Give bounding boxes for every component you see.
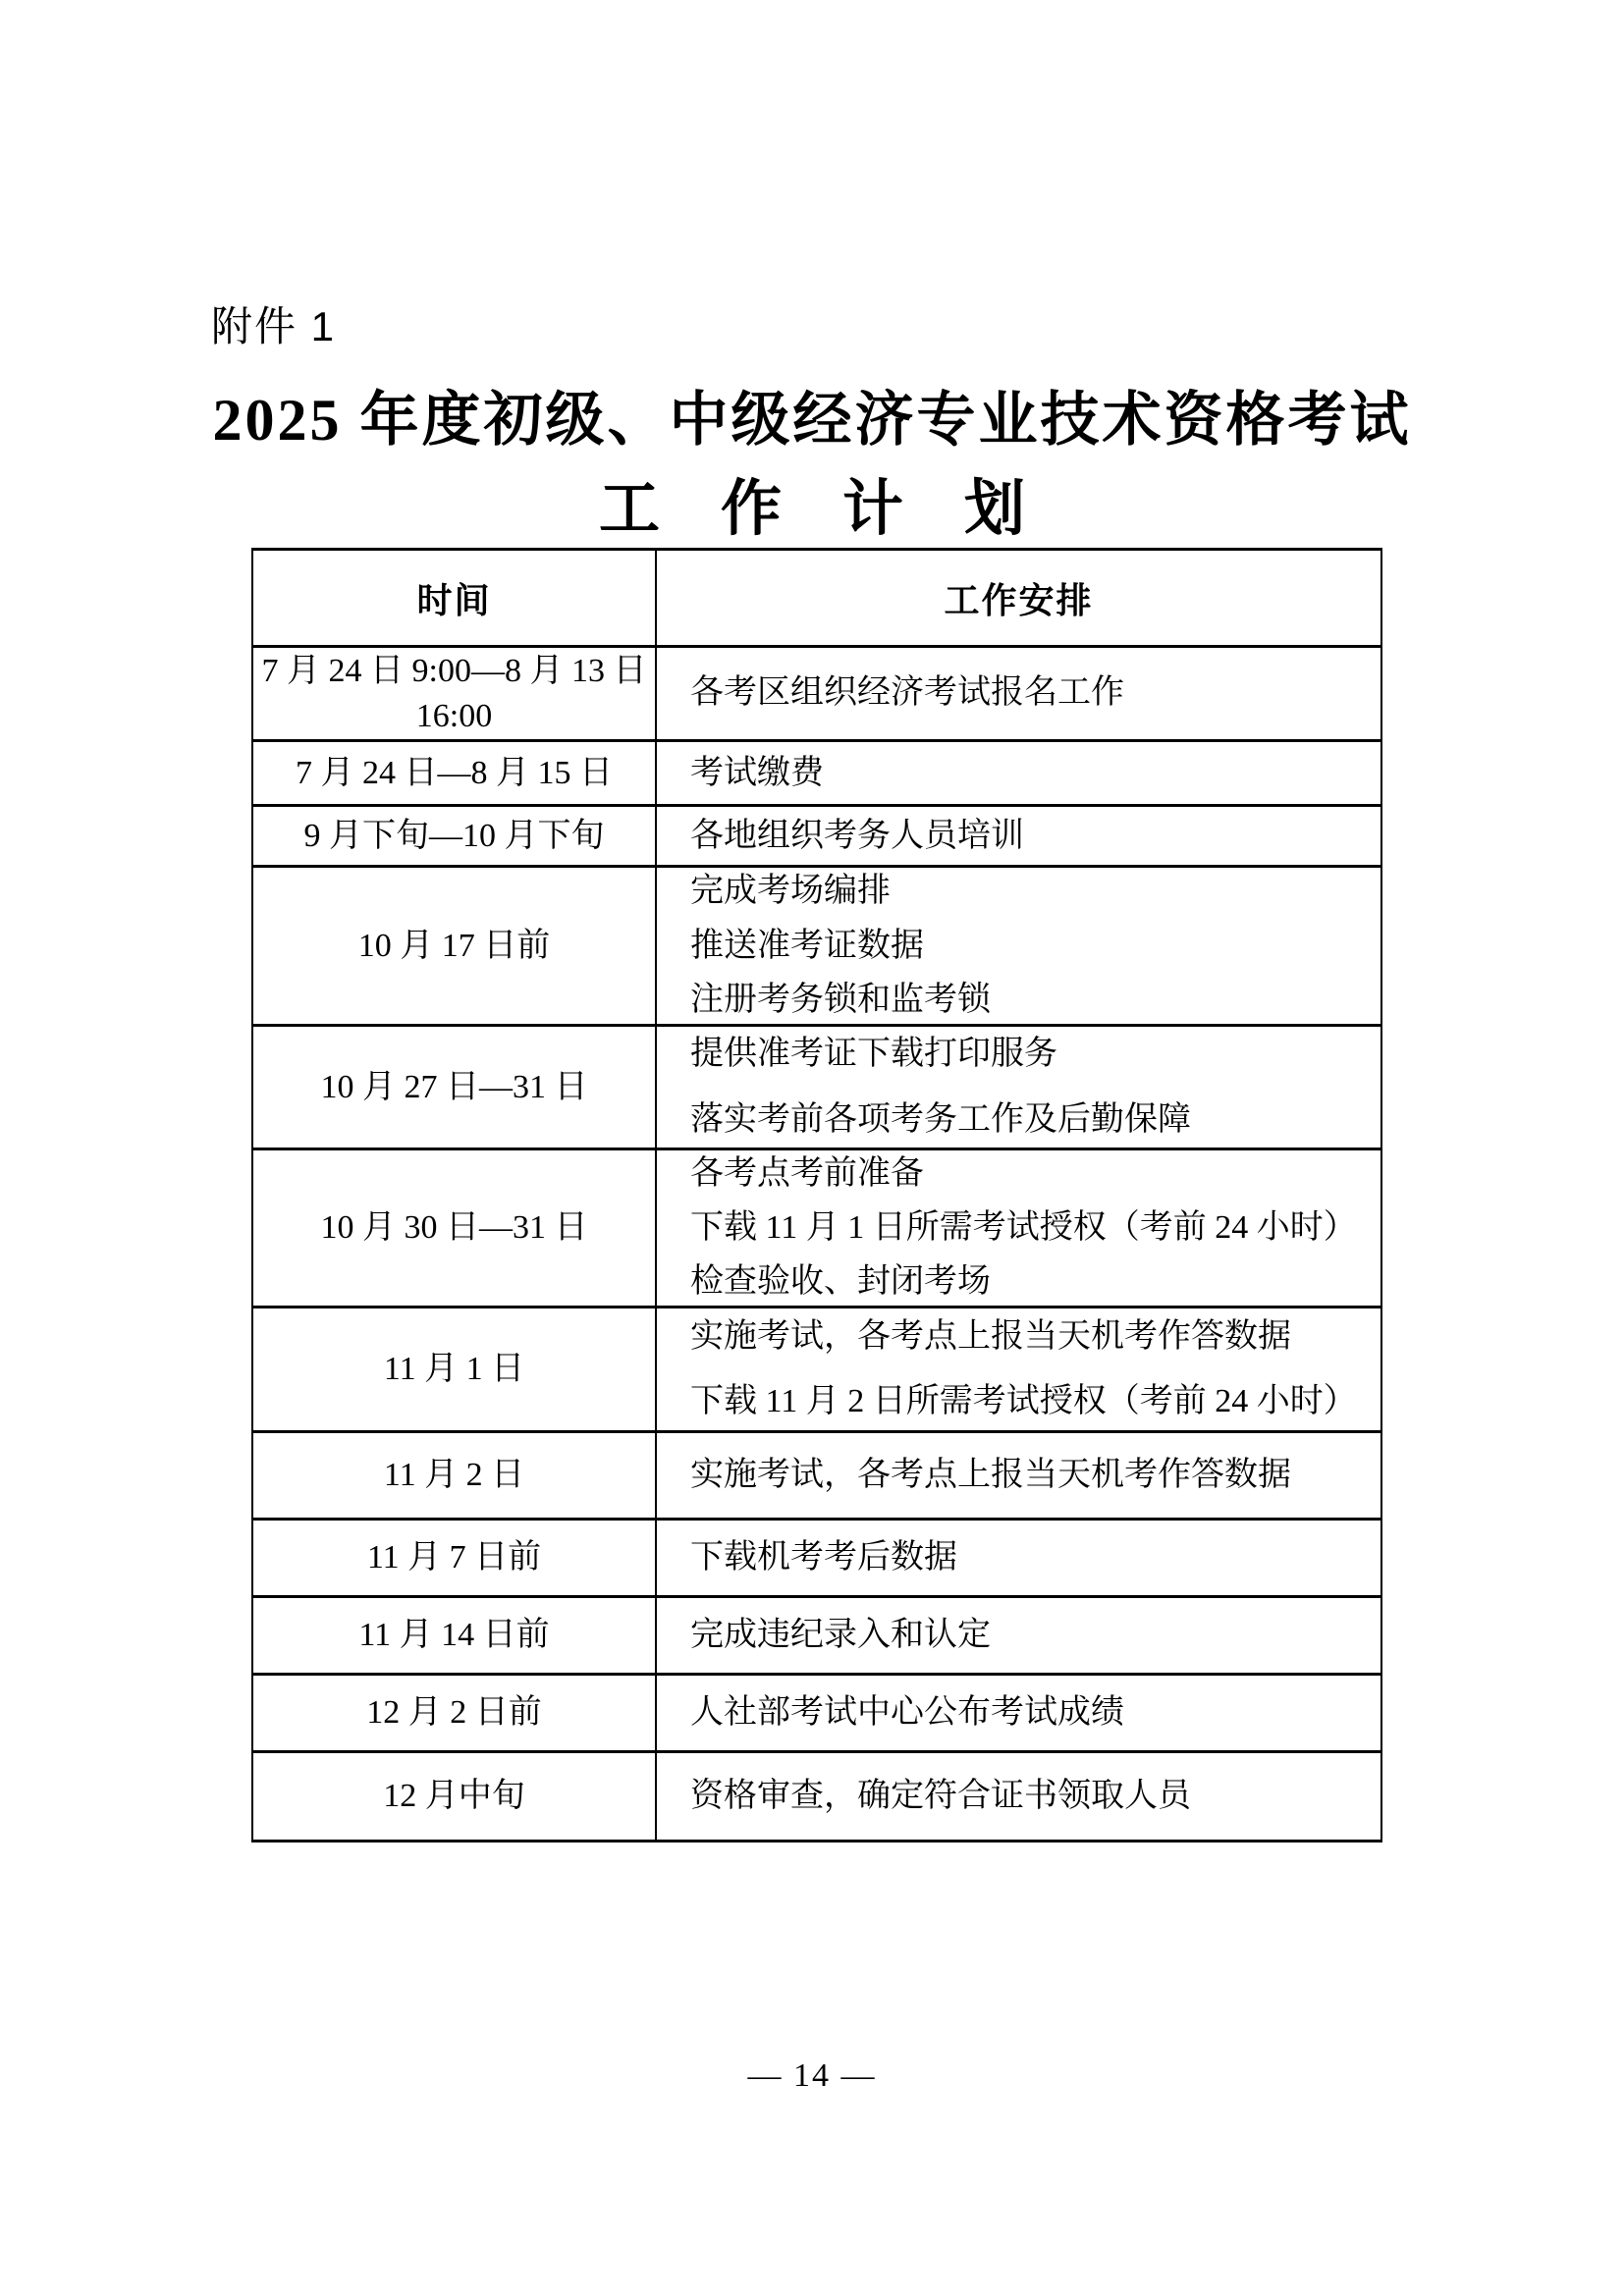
time-line: 12 月 2 日前 [366,1694,542,1732]
table-row [252,806,1381,867]
time-cell [252,1675,656,1752]
time-line: 11 月 2 日 [383,1457,525,1494]
time-line: 9 月下旬—10 月下旬 [303,817,605,854]
table-header-row [252,550,1381,647]
table-row [252,1597,1381,1675]
attachment-label: 附件 1 [211,303,337,349]
task-line: 下载 11 月 1 日所需考试授权（考前 24 小时） [690,1209,1357,1246]
task-line: 推送准考证数据 [690,927,924,964]
tasks-cell [656,1026,1381,1149]
document-title-line1: 2025 年度初级、中级经济专业技术资格考试 [212,388,1412,453]
task-line: 实施考试，各考点上报当天机考作答数据 [690,1457,1291,1493]
tasks-cell [656,1752,1381,1842]
task-line: 完成违纪录入和认定 [690,1617,991,1653]
time-cell [252,1597,656,1675]
task-line: 人社部考试中心公布考试成绩 [690,1694,1124,1731]
table-row [252,1675,1381,1752]
time-line: 12 月中旬 [383,1778,525,1815]
tasks-cell [656,1432,1381,1520]
task-line: 下载 11 月 2 日所需考试授权（考前 24 小时） [690,1383,1357,1420]
time-line: 10 月 30 日—31 日 [320,1209,588,1247]
tasks-cell [656,741,1381,806]
task-line: 各考点考前准备 [690,1154,924,1192]
time-cell [252,806,656,867]
tasks-cell [656,1520,1381,1597]
time-line: 10 月 27 日—31 日 [320,1068,588,1105]
tasks-cell [656,1149,1381,1308]
time-cell [252,867,656,1026]
time-line: 7 月 24 日—8 月 15 日 [296,754,613,791]
table-row [252,741,1381,806]
time-cell [252,1026,656,1149]
time-cell [252,741,656,806]
tasks-cell [656,1308,1381,1432]
page-number: — 14 — [747,2057,877,2094]
time-cell [252,1149,656,1308]
time-line: 7 月 24 日 9:00—8 月 13 日 [261,653,647,689]
time-line: 16:00 [415,697,493,734]
time-cell [252,1752,656,1842]
task-line: 实施考试，各考点上报当天机考作答数据 [690,1317,1291,1355]
time-line: 11 月 1 日 [383,1351,525,1388]
col-header-time: 时间 [252,550,656,647]
tasks-cell [656,1675,1381,1752]
time-line: 11 月 14 日前 [358,1617,550,1654]
table-row [252,1308,1381,1432]
task-line: 检查验收、封闭考场 [690,1263,991,1301]
task-line: 各地组织考务人员培训 [690,817,1024,854]
task-line: 提供准考证下载打印服务 [690,1036,1057,1073]
table-row [252,1752,1381,1842]
time-line: 10 月 17 日前 [357,927,551,964]
time-cell [252,1520,656,1597]
table-row [252,1026,1381,1149]
table-row [252,1149,1381,1308]
task-line: 落实考前各项考务工作及后勤保障 [690,1100,1191,1138]
time-cell [252,1432,656,1520]
tasks-cell [656,647,1381,741]
task-line: 各考区组织经济考试报名工作 [690,674,1124,712]
time-cell [252,647,656,741]
table-row [252,867,1381,1026]
task-line: 下载机考考后数据 [690,1539,957,1575]
task-line: 完成考场编排 [690,873,891,910]
time-cell [252,1308,656,1432]
tasks-cell [656,806,1381,867]
time-line: 11 月 7 日前 [366,1539,542,1576]
document-title-line2: 工 作 计 划 [598,476,1025,543]
tasks-cell [656,1597,1381,1675]
table-row [252,647,1381,741]
task-line: 考试缴费 [690,754,824,791]
table-row [252,1520,1381,1597]
tasks-cell [656,867,1381,1026]
col-header-tasks: 工作安排 [656,550,1381,647]
schedule-table [251,548,1382,1842]
task-line: 注册考务锁和监考锁 [690,981,991,1018]
task-line: 资格审查，确定符合证书领取人员 [690,1778,1191,1814]
table-row [252,1432,1381,1520]
